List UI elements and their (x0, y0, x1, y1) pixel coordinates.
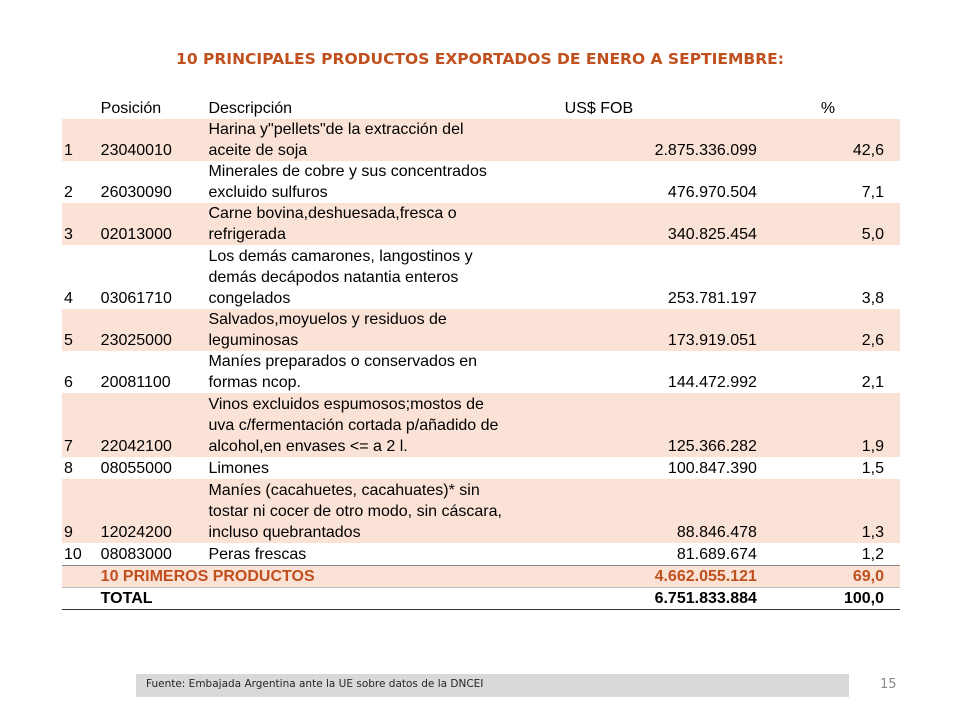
row-code: 12024200 (101, 479, 209, 543)
row-code: 23025000 (101, 309, 209, 351)
row-code: 02013000 (101, 203, 209, 245)
top10-spacer (62, 566, 101, 588)
header-percent: % (820, 100, 836, 117)
row-fob: 340.825.454 (506, 203, 757, 245)
row-description: Carne bovina,deshuesada,fresca o refrigerada (208, 203, 505, 245)
page-title: 10 PRINCIPALES PRODUCTOS EXPORTADOS DE ENERO A SEPTIEMBRE: (176, 50, 784, 68)
row-index: 9 (62, 479, 101, 543)
total-label: TOTAL (101, 588, 506, 610)
header-position: Posición (100, 100, 162, 117)
row-percent: 2,6 (757, 309, 900, 351)
row-fob: 476.970.504 (667, 184, 757, 201)
table-row (62, 479, 900, 543)
row-fob: 144.472.992 (667, 374, 757, 391)
row-code: 23040010 (101, 119, 209, 161)
row-percent: 1,9 (757, 393, 900, 457)
row-fob: 2.875.336.099 (506, 119, 757, 161)
total-spacer (62, 588, 101, 610)
row-description: Minerales de cobre y sus concentrados excluido sulfuros (208, 163, 487, 201)
row-code: 03061710 (100, 290, 172, 307)
row-fob: 125.366.282 (506, 393, 757, 457)
table-row (62, 119, 900, 161)
row-fob: 100.847.390 (667, 460, 757, 477)
table-row (62, 161, 900, 203)
row-code: 22042100 (101, 393, 209, 457)
row-percent: 1,3 (757, 479, 900, 543)
row-fob: 173.919.051 (506, 309, 757, 351)
header-description: Descripción (208, 100, 293, 117)
row-index: 4 (64, 290, 73, 307)
source-footer (136, 674, 849, 697)
exports-table (62, 95, 900, 610)
row-index: 5 (62, 309, 101, 351)
row-code: 08055000 (100, 460, 172, 477)
row-description: Salvados,moyuelos y residuos de leguminosas (208, 309, 505, 351)
table-row (62, 309, 900, 351)
row-code: 20081100 (100, 374, 171, 391)
table-row (62, 351, 900, 393)
row-percent: 7,1 (861, 184, 884, 201)
header-fob: US$ FOB (564, 100, 634, 117)
row-index: 8 (64, 460, 73, 477)
top10-label: 10 PRIMEROS PRODUCTOS (101, 566, 506, 588)
table-row (62, 393, 900, 457)
top10-fob: 4.662.055.121 (506, 566, 757, 588)
row-description: Limones (208, 460, 269, 477)
row-code: 08083000 (100, 546, 172, 563)
row-fob: 81.689.674 (676, 546, 757, 563)
source-text: Fuente: Embajada Argentina ante la UE sobre datos de la DNCEI (146, 678, 484, 690)
row-description: Vinos excluidos espumosos;mostos de uva c/fermentación cortada p/añadido de alcohol,en envases <= a 2 l. (208, 393, 505, 457)
top10-row (62, 566, 900, 588)
row-percent: 3,8 (861, 290, 884, 307)
row-percent: 2,1 (861, 374, 884, 391)
row-description: Maníes preparados o conservados en formas ncop. (208, 353, 478, 391)
row-index: 1 (62, 119, 101, 161)
row-index: 7 (62, 393, 101, 457)
table-row (62, 457, 900, 479)
table-row (62, 543, 900, 566)
row-index: 10 (64, 546, 82, 563)
total-percent: 100,0 (757, 588, 900, 610)
row-percent: 1,2 (861, 546, 884, 563)
row-index: 3 (62, 203, 101, 245)
row-fob: 253.781.197 (667, 290, 757, 307)
row-index: 6 (64, 374, 73, 391)
row-index: 2 (64, 184, 73, 201)
row-percent: 42,6 (757, 119, 900, 161)
row-percent: 5,0 (757, 203, 900, 245)
table-header-row (62, 95, 900, 119)
table-row (62, 203, 900, 245)
row-description: Maníes (cacahuetes, cacahuates)* sin tostar ni cocer de otro modo, sin cáscara, incluso quebrantados (208, 479, 505, 543)
row-description: Peras frescas (208, 546, 307, 563)
table-row (62, 245, 900, 309)
row-percent: 1,5 (861, 460, 884, 477)
top10-percent: 69,0 (757, 566, 900, 588)
total-row (62, 588, 900, 610)
page-number: 15 (880, 677, 897, 692)
row-description: Harina y"pellets"de la extracción del aceite de soja (208, 119, 505, 161)
row-description: Los demás camarones, langostinos y demás decápodos natantia enteros congelados (208, 248, 473, 307)
row-fob: 88.846.478 (506, 479, 757, 543)
header-index (62, 95, 101, 119)
row-code: 26030090 (100, 184, 172, 201)
total-fob: 6.751.833.884 (506, 588, 757, 610)
